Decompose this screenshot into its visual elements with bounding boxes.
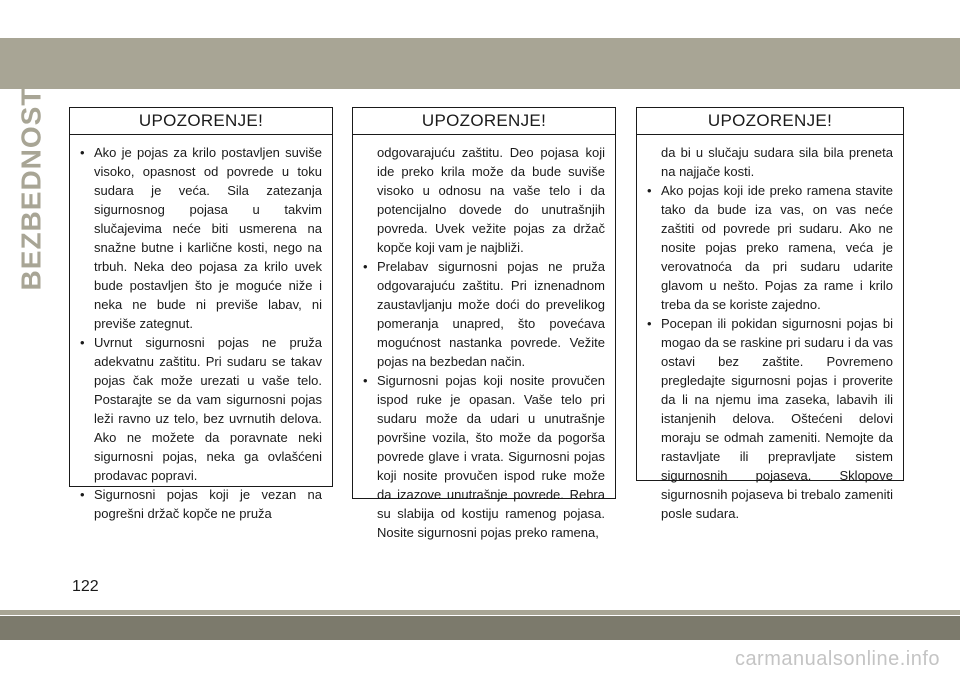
warning-text: Sigurnosni pojas koji nosite provučen ispod ruke je opasan. Vaše telo pri sudaru može da udari u unutrašnje površine vozila, što može da pogorša povrede glave i vrata. Sigurnosni pojas koji nosite provučen ispod ruke može da izazove unutrašnje povrede. Rebra su slabija od kostiju ramenog pojasa. Nosite sigurnosni pojas preko ramena, <box>377 373 605 540</box>
bullet-icon: • <box>647 316 652 331</box>
warning-text: Ako je pojas za krilo postavljen suviše visoko, opasnost od povrede u toku sudara je veća. Sila zatezanja sigurnosnog pojasa u takvim slučajevima neće biti usmerena na snažne butne i karlične kosti, nego na trbuh. Neka deo pojasa za krilo uvek bude postavljen što je moguće niže i neka ne bude ni previše labav, ni previše zategnut. <box>94 145 322 331</box>
warning-heading: UPOZORENJE! <box>70 108 332 135</box>
bullet-icon: • <box>363 259 368 274</box>
warning-paragraph <box>363 143 605 257</box>
warning-text: Pocepan ili pokidan sigurnosni pojas bi mogao da se raskine pri sudaru i da vas ostavi bez zaštite. Povremeno pregledajte sigurnosni pojas i proverite da li na njemu ima zaseka, labavih ili istanjenih delova. Oštećeni delovi moraju se odmah zameniti. Nemojte da rastavljate ili prepravljate sistem sigurnosnih pojaseva. Sklopove sigurnosnih pojaseva bi trebalo zameniti posle sudara. <box>661 316 893 521</box>
warning-paragraph <box>647 314 893 523</box>
header-band <box>0 38 960 89</box>
warning-body <box>70 135 332 529</box>
warning-body <box>353 135 615 548</box>
warning-paragraph <box>647 143 893 181</box>
section-title-vertical <box>6 87 56 291</box>
section-title: BEZBEDNOST <box>15 87 46 291</box>
warning-text: Uvrnut sigurnosni pojas ne pruža adekvatnu zaštitu. Pri sudaru se takav pojas čak može urezati u vaše telo. Postarajte se da vam sigurnosni pojas leži ravno uz telo, bez uvrnutih delova. Ako ne možete da poravnate neki sigurnosni pojas, neka ga ovlašćeni prodavac popravi. <box>94 335 322 483</box>
warning-paragraph <box>363 371 605 542</box>
page-number: 122 <box>72 578 99 595</box>
watermark-text: carmanualsonline.info <box>734 648 940 670</box>
bullet-icon: • <box>80 335 85 350</box>
warning-text: Ako pojas koji ide preko ramena stavite tako da bude iza vas, on vas neće zaštiti od povrede pri sudaru. Ako ne nosite pojas preko ramena, veća je verovatnoća da pri sudaru udarite glavom u nešto. Pojas za rame i krilo treba da se koriste zajedno. <box>661 183 893 312</box>
warning-paragraph <box>80 485 322 523</box>
warning-heading: UPOZORENJE! <box>637 108 903 135</box>
warning-paragraph <box>80 143 322 333</box>
warning-box-3 <box>636 107 904 521</box>
warning-heading: UPOZORENJE! <box>353 108 615 135</box>
footer-band <box>0 616 960 640</box>
bullet-icon: • <box>647 183 652 198</box>
warning-paragraph <box>363 257 605 371</box>
warning-box-1 <box>69 107 333 521</box>
warning-text: Sigurnosni pojas koji je vezan na pogrešni držač kopče ne pruža <box>94 487 322 521</box>
warning-box-2 <box>352 107 616 540</box>
warning-paragraph <box>80 333 322 485</box>
footer-band-light <box>0 610 960 615</box>
warning-paragraph <box>647 181 893 314</box>
warning-text: Prelabav sigurnosni pojas ne pruža odgovarajuću zaštitu. Pri iznenadnom zaustavljanju može doći do prevelikog pomeranja unapred, što povećava mogućnost nastanka povrede. Vežite pojas na bezbedan način. <box>377 259 605 369</box>
warning-body <box>637 135 903 529</box>
bullet-icon: • <box>363 373 368 388</box>
bullet-icon: • <box>80 487 85 502</box>
bullet-icon: • <box>80 145 85 160</box>
warning-text: da bi u slučaju sudara sila bila preneta na najjače kosti. <box>661 145 893 179</box>
warning-text: odgovarajuću zaštitu. Deo pojasa koji ide preko krila može da bude suviše visoko u odnosu na vaše telo i da potencijalno dovede do unutrašnjih povreda. Uvek vežite pojas za držač kopče koji vam je najbliži. <box>377 145 605 255</box>
